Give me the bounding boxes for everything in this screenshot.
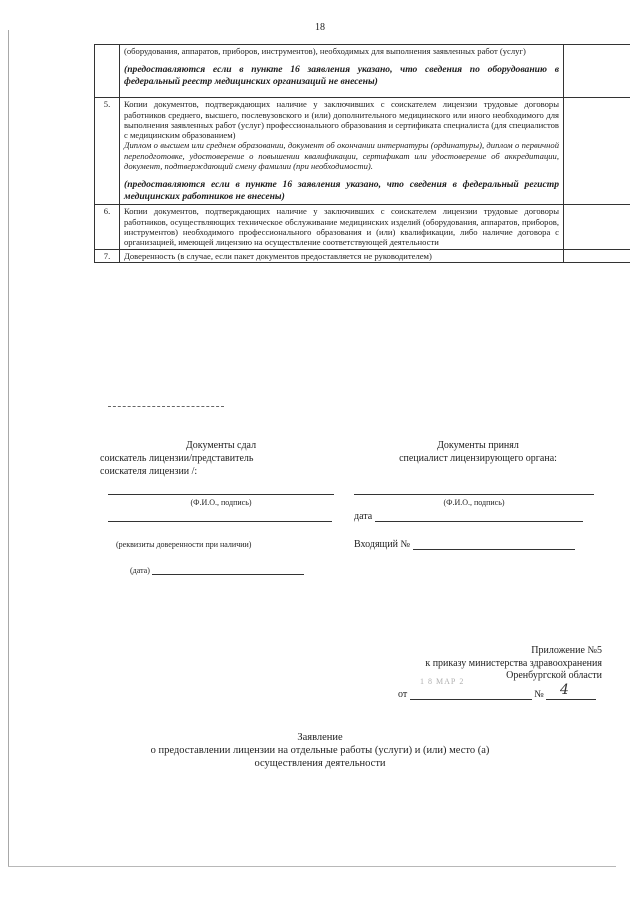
- incoming-number-field: Входящий №: [354, 538, 575, 550]
- row-number: 7.: [95, 249, 120, 262]
- specialist-fio-caption: (Ф.И.О., подпись): [443, 498, 505, 507]
- date-field: дата: [354, 510, 583, 522]
- received-by-label: Документы принял специалист лицензирующего органа:: [399, 440, 557, 464]
- table-row: [95, 98, 631, 205]
- document-title: Заявление о предоставлении лицензии на отдельные работы (услуги) и (или) место (а) осуществления деятельности: [150, 732, 490, 769]
- row-text: Копии документов, подтверждающих наличие у заключивших с соискателем лицензии трудовые договоры работников среднего, высшего, послевузовского и (или) дополнительного медицинского или иного необходимого для выполнения заявленных работ (услуг) профессионального образования и сертификата специалиста (для специалистов с медицинским образованием): [124, 99, 559, 141]
- table-row: [95, 45, 631, 98]
- row-text: Копии документов, подтверждающих наличие у заключивших с соискателем лицензии трудовые договоры работников, осуществляющих техническое обслуживание медицинских изделий (оборудования, аппаратов, приборов, инструментов) необходимого профессионального образования и (или) квалификации, либо наличие договора с организацией, имеющей лицензию на осуществление соответствующей деятельности: [120, 205, 564, 249]
- row-number: 5.: [95, 98, 120, 205]
- appendix-header: Приложение №5 к приказу министерства здравоохранения Оренбургской области: [425, 645, 602, 681]
- table-row: [95, 249, 631, 262]
- date-stamp: 1 8 МАР 2: [420, 677, 465, 686]
- scan-bottom-edge: [8, 866, 616, 867]
- documents-table: [94, 44, 630, 263]
- applicant-date-underline: [152, 564, 304, 575]
- handwritten-order-number: 4: [560, 682, 569, 698]
- row-text: Доверенность (в случае, если пакет документов предоставляется не руководителем): [120, 249, 564, 262]
- applicant-fio-caption: (Ф.И.О., подпись): [190, 498, 252, 507]
- date-underline: [375, 510, 583, 522]
- row-text: (оборудования, аппаратов, приборов, инструментов), необходимых для выполнения заявленных работ (услуг): [124, 46, 526, 56]
- order-date-underline: [410, 688, 532, 700]
- table-row: [95, 205, 631, 249]
- order-number-underline: [546, 688, 596, 700]
- page-number: 18: [315, 22, 325, 33]
- row-note: (предоставляются если в пункте 16 заявления указано, что сведения в федеральный регистр медицинских работников не внесены): [124, 179, 559, 203]
- row-number: 6.: [95, 205, 120, 249]
- separator-line: [108, 406, 224, 407]
- submitted-by-role: соискатель лицензии/представитель соискателя лицензии /:: [100, 453, 254, 477]
- applicant-extra-line: [108, 521, 332, 522]
- order-reference: от №: [398, 688, 596, 700]
- applicant-date-field: (дата): [130, 564, 304, 575]
- row-italic-text: Диплом о высшем или среднем образовании, документ об окончании интернатуры (ординатуры), диплом о первичной переподготовке, удостоверение о повышении квалификации, сертификат или удостоверение об аккредитации, документ, подтверждающий смену фамилии (при необходимости).: [124, 140, 559, 172]
- submitted-by-label: Документы сдал: [185, 440, 257, 451]
- applicant-signature-line: [108, 494, 334, 495]
- specialist-signature-line: [354, 494, 594, 495]
- incoming-number-underline: [413, 538, 575, 550]
- row-note: (предоставляются если в пункте 16 заявления указано, что сведения по оборудованию в федеральный реестр медицинских организаций не внесены): [124, 64, 559, 88]
- proxy-caption: (реквизиты доверенности при наличии): [116, 540, 252, 549]
